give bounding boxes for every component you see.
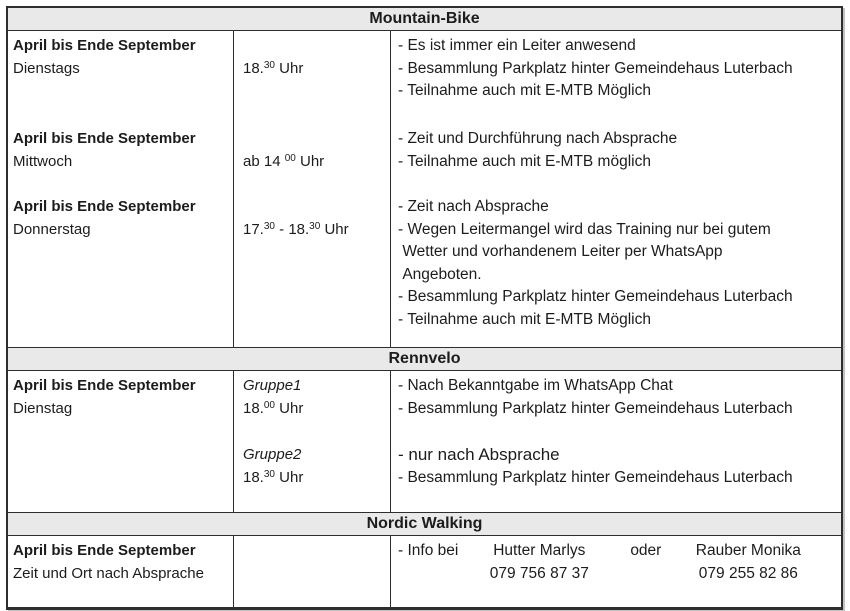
notes-cell bbox=[391, 31, 841, 124]
note-line: - Teilnahme auch mit E-MTB Möglich bbox=[398, 310, 651, 328]
time-superscript: 30 bbox=[263, 59, 275, 71]
contact bbox=[480, 540, 598, 585]
table-row bbox=[8, 124, 841, 192]
notes-cell bbox=[391, 371, 841, 512]
note-line: - Besammlung Parkplatz hinter Gemeindehaus Luterbach bbox=[398, 468, 793, 486]
note-line: - Besammlung Parkplatz hinter Gemeindehaus Luterbach bbox=[398, 288, 793, 305]
note-line: - Teilnahme auch mit E-MTB möglich bbox=[398, 152, 651, 170]
note-line: Wetter und vorhandenem Leiter per WhatsApp bbox=[398, 243, 723, 260]
contact-phone: 079 756 87 37 bbox=[489, 564, 589, 582]
note-line: - Zeit und Durchführung nach Absprache bbox=[398, 130, 678, 147]
period-label: April bis Ende September bbox=[13, 198, 196, 215]
day-label: Dienstags bbox=[13, 59, 80, 77]
note-line: Angeboten. bbox=[398, 265, 482, 283]
period-cell bbox=[8, 371, 234, 512]
group-label: Gruppe1 bbox=[243, 377, 302, 394]
period-label: April bis Ende September bbox=[13, 130, 196, 147]
notes-cell bbox=[391, 124, 841, 192]
table-row bbox=[8, 536, 841, 607]
time-text: 18.00 Uhr bbox=[243, 399, 304, 417]
section-title: Mountain-Bike bbox=[369, 10, 480, 27]
time-cell bbox=[234, 536, 391, 607]
note-line: - Es ist immer ein Leiter anwesend bbox=[398, 37, 636, 54]
day-label: Donnerstag bbox=[13, 220, 91, 238]
table-row bbox=[8, 371, 841, 512]
table-row bbox=[8, 192, 841, 347]
time-superscript: 30 bbox=[263, 220, 275, 232]
note-line: - Besammlung Parkplatz hinter Gemeindehaus Luterbach bbox=[398, 59, 793, 77]
note-line: - Nach Bekanntgabe im WhatsApp Chat bbox=[398, 377, 673, 394]
section-header-nordic-walking bbox=[8, 512, 841, 536]
note-line: - Wegen Leitermangel wird das Training nur bei gutem bbox=[398, 220, 771, 238]
notes-cell bbox=[391, 536, 841, 607]
day-label: Zeit und Ort nach Absprache bbox=[13, 564, 204, 582]
notes-cell bbox=[391, 192, 841, 347]
note-line: - Teilnahme auch mit E-MTB Möglich bbox=[398, 82, 651, 99]
section-title: Rennvelo bbox=[388, 350, 461, 367]
time-cell bbox=[234, 371, 391, 512]
period-label: April bis Ende September bbox=[13, 377, 196, 394]
period-label: April bis Ende September bbox=[13, 542, 196, 559]
period-cell bbox=[8, 192, 234, 347]
note-line: - Zeit nach Absprache bbox=[398, 198, 549, 215]
time-cell bbox=[234, 124, 391, 192]
day-label: Dienstag bbox=[13, 399, 73, 417]
time-text: 18.30 Uhr bbox=[243, 468, 304, 486]
note-line: - nur nach Absprache bbox=[398, 445, 560, 464]
note-line: - Besammlung Parkplatz hinter Gemeindehaus Luterbach bbox=[398, 399, 793, 417]
time-superscript: 30 bbox=[263, 468, 275, 480]
info-label: - Info bei bbox=[398, 542, 459, 559]
time-text: 17.30 - 18.30 Uhr bbox=[243, 220, 349, 238]
time-text: 18.30 Uhr bbox=[243, 59, 304, 77]
section-title: Nordic Walking bbox=[366, 515, 483, 532]
contact bbox=[689, 540, 807, 585]
time-text: ab 14 $^{00}$ Uhr bbox=[243, 152, 325, 170]
time-superscript: 00 bbox=[263, 399, 275, 411]
period-cell bbox=[8, 536, 234, 607]
table-row bbox=[8, 31, 841, 124]
contact-name: Rauber Monika bbox=[695, 542, 801, 559]
contact-name: Hutter Marlys bbox=[493, 542, 586, 559]
time-cell bbox=[234, 192, 391, 347]
period-cell bbox=[8, 31, 234, 124]
schedule-table bbox=[6, 6, 843, 610]
group-label: Gruppe2 bbox=[243, 446, 302, 463]
contact-info-line bbox=[398, 540, 836, 585]
section-header-mountain-bike bbox=[8, 8, 841, 31]
time-superscript: 30 bbox=[309, 220, 321, 232]
day-label: Mittwoch bbox=[13, 152, 73, 170]
separator-label: oder bbox=[630, 542, 662, 559]
contact-phone: 079 255 82 86 bbox=[698, 564, 798, 582]
section-header-rennvelo bbox=[8, 347, 841, 371]
period-cell bbox=[8, 124, 234, 192]
time-cell bbox=[234, 31, 391, 124]
period-label: April bis Ende September bbox=[13, 37, 196, 54]
time-superscript: 00 bbox=[284, 152, 296, 164]
